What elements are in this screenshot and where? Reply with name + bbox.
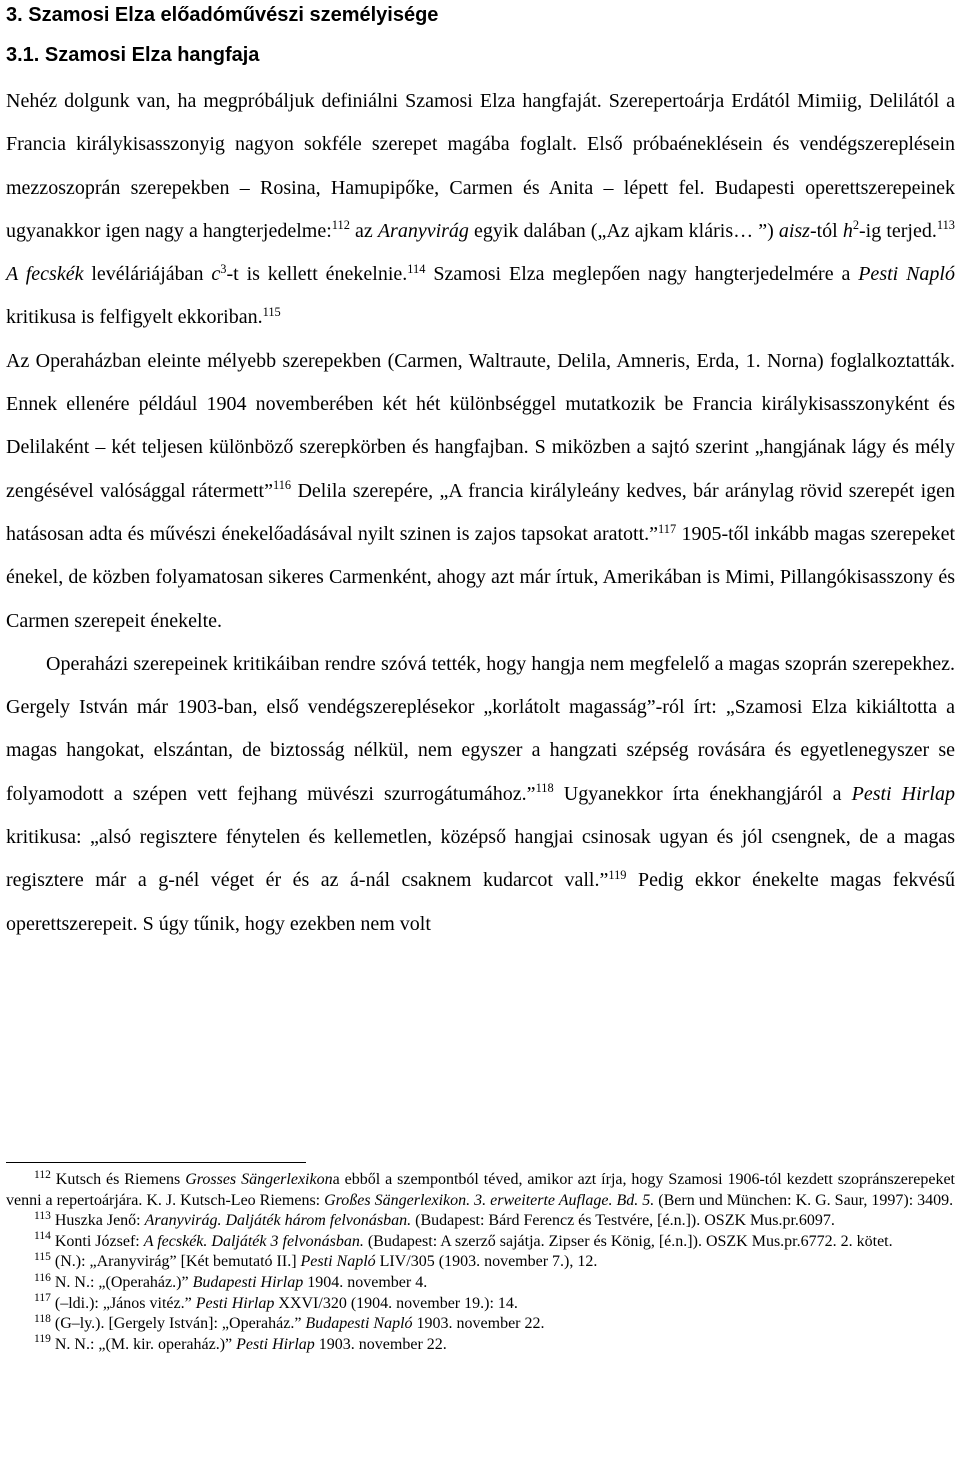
- footnote-number: 118: [34, 1312, 51, 1325]
- footnote-number: 115: [34, 1251, 51, 1264]
- text-run: (G–ly.). [Gergely István]: „Operaház.”: [50, 1315, 306, 1333]
- footnote-number: 112: [34, 1168, 51, 1181]
- text-run: Operaházi szerepeinek kritikáiban rendre szóvá tették, hogy hangja nem megfelelő a magas szoprán szerepekhez. Gergely István már 1903-ban, első vendégszereplésekor „korlátolt magasság”-ról írt: „Szamosi Elza kikiáltotta a magas hangokat, elszántan, de biztosság nélkül, nem egyszer a hangzati szépség rovására és egyetlenegyszer se folyamodott a szépen vett fejhang müvészi szurrogátumához.”: [6, 652, 955, 805]
- footnote-ref-114[interactable]: 114: [407, 261, 426, 276]
- italic-note: aisz: [778, 219, 810, 242]
- footnote-ref-116[interactable]: 116: [273, 478, 292, 493]
- footnote-114: [6, 1232, 955, 1253]
- footnote-number: 114: [34, 1230, 51, 1243]
- paragraph-3: [6, 643, 955, 946]
- text-run: (Budapest: A szerző sajátja. Zipser és König, [é.n.]). OSZK Mus.pr.6772. 2. kötet.: [363, 1232, 893, 1250]
- footnote-ref-119[interactable]: 119: [608, 867, 627, 882]
- body-text: [6, 80, 955, 946]
- footnote-ref-113[interactable]: 113: [936, 218, 955, 233]
- text-run: Ugyanekkor írta énekhangjáról a: [553, 782, 852, 805]
- text-run: kritikusa is felfigyelt ekkoriban.: [6, 306, 263, 329]
- italic-title: Pesti Hirlap: [851, 782, 955, 805]
- footnote-119: [6, 1335, 955, 1356]
- text-run: (N.): „Aranyvirág” [Két bemutató II.]: [50, 1253, 301, 1271]
- italic-title: A fecskék: [6, 263, 84, 286]
- footnotes: [6, 1170, 955, 1355]
- footnote-number: 116: [34, 1271, 51, 1284]
- text-run: Kutsch és Riemens: [50, 1171, 186, 1188]
- footnote-116: [6, 1273, 955, 1294]
- footnote-number: 119: [34, 1333, 51, 1346]
- footnote-115: [6, 1252, 955, 1273]
- text-run: (–ldi.): „János vitéz.”: [50, 1294, 196, 1312]
- text-run: LIV/305 (1903. november 7.), 12.: [375, 1253, 598, 1271]
- text-run: (Bern und München: K. G. Saur, 1997): 3409.: [654, 1191, 954, 1209]
- text-run: levéláriájában: [83, 263, 212, 286]
- italic-title: Budapesti Napló: [305, 1315, 413, 1333]
- text-run: 1905-től inkább magas szerepeket énekel, de közben folyamatosan sikeres Carmenként, ahogy azt már írtuk, Amerikában is Mimi, Pillangókisasszony és Carmen szerepeit énekelte.: [6, 522, 956, 632]
- footnote-118: [6, 1314, 955, 1335]
- text-run: Nehéz dolgunk van, ha megpróbáljuk definiálni Szamosi Elza hangfaját. Szerepertoárja Erdától Mimiig, Delilától a Francia királykisasszonyig nagyon sokféle szerepet magába foglalt. Első próbaéneklésein és vendégszereplésein mezzoszoprán szerepekben – Rosina, Hamupipőke, Carmen és Anita – lépett fel. Budapesti operettszerepeinek ugyanakkor igen nagy a hangterjedelme:: [6, 90, 955, 242]
- footnote-separator: [6, 1162, 306, 1163]
- italic-title: Pesti Hirlap: [195, 1294, 275, 1312]
- text-run: Huszka Jenő:: [50, 1212, 145, 1230]
- text-run: egyik dalában („Az ajkam kláris… ”): [468, 219, 779, 242]
- text-run: az: [349, 219, 378, 242]
- text-run: kritikusa: „alsó regisztere fénytelen és kellemetlen, középső hangjai csinosak ugyan és jól csengnek, de a magas regisztere már a g-nél véget ér és az á-nál csaknem kudarcot vall.”: [6, 826, 955, 892]
- italic-title: Budapesti Hirlap: [192, 1273, 304, 1291]
- paragraph-1: [6, 80, 955, 340]
- italic-note: c: [211, 263, 221, 286]
- text-run: Delila szerepére, „A francia királyleány kedves, bár aránylag rövid szerepét igen hatásosan adta és művészi énekelőadásával nyilt szinen is zajos tapsokat aratott.”: [6, 479, 956, 545]
- octave-superscript: 3: [220, 261, 227, 276]
- footnote-113: [6, 1211, 955, 1232]
- italic-title: Grosses Sängerlexikon: [185, 1171, 333, 1188]
- text-run: N. N.: „(M. kir. operaház.)”: [50, 1335, 237, 1353]
- text-run: -t is kellett énekelnie.: [226, 263, 408, 286]
- text-run: 1903. november 22.: [412, 1315, 545, 1333]
- footnote-number: 117: [34, 1292, 51, 1305]
- text-run: Pedig ekkor énekelte magas fekvésű operettszerepeit. S úgy tűnik, hogy ezekben nem volt: [6, 869, 955, 935]
- subsection-heading: 3.1. Szamosi Elza hangfaja: [6, 44, 260, 66]
- text-run: 1904. november 4.: [303, 1273, 428, 1291]
- text-run: (Budapest: Bárd Ferencz és Testvére, [é.n.]). OSZK Mus.pr.6097.: [411, 1212, 835, 1230]
- footnote-ref-115[interactable]: 115: [262, 305, 281, 320]
- text-run: XXVI/320 (1904. november 19.): 14.: [274, 1294, 518, 1312]
- text-run: N. N.: „(Operaház.)”: [50, 1273, 193, 1291]
- footnote-ref-117[interactable]: 117: [658, 521, 677, 536]
- section-heading: 3. Szamosi Elza előadóművészi személyisége: [6, 4, 439, 26]
- footnote-112: [6, 1170, 955, 1211]
- footnote-117: [6, 1294, 955, 1315]
- text-run: Konti József:: [50, 1232, 144, 1250]
- italic-title: Pesti Napló: [858, 263, 955, 286]
- text-run: Szamosi Elza meglepően nagy hangterjedelmére a: [425, 263, 859, 286]
- text-run: a ebből a szempontból téved, amikor azt írja, hogy Szamosi 1906-tól kezdett szopránszerepeket venni a repertoárjára. K. J. Kutsch-Leo Riemens:: [6, 1171, 955, 1209]
- text-run: 1903. november 22.: [314, 1335, 447, 1353]
- footnote-number: 113: [34, 1209, 51, 1222]
- italic-title: A fecskék. Daljáték 3 felvonásban.: [143, 1232, 364, 1250]
- italic-title: Aranyvirág. Daljáték három felvonásban.: [144, 1212, 412, 1230]
- text-run: -tól: [809, 219, 843, 242]
- text-run: -ig terjed.: [859, 219, 937, 242]
- text-run: Az Operaházban eleinte mélyebb szerepekben (Carmen, Waltraute, Delila, Amneris, Erda, 1. Norna) foglalkoztatták. Ennek ellenére például 1904 novemberében két hét különbséggel mutatkozik be Francia királykisasszonyként és Delilaként – két teljesen különböző szerepkörben és hangfajban. S miközben a sajtó szerint „hangjának lágy és mély zengésével valósággal rátermett”: [6, 349, 955, 502]
- footnote-ref-112[interactable]: 112: [331, 218, 350, 233]
- italic-note: h: [842, 219, 853, 242]
- octave-superscript: 2: [852, 218, 860, 233]
- italic-title: Großes Sängerlexikon. 3. erweiterte Auflage. Bd. 5.: [324, 1191, 655, 1209]
- italic-title: Pesti Napló: [300, 1253, 376, 1271]
- paragraph-2: [6, 340, 955, 643]
- italic-title: Pesti Hirlap: [236, 1335, 315, 1353]
- footnote-ref-118[interactable]: 118: [535, 781, 554, 796]
- italic-title: Aranyvirág: [377, 219, 469, 242]
